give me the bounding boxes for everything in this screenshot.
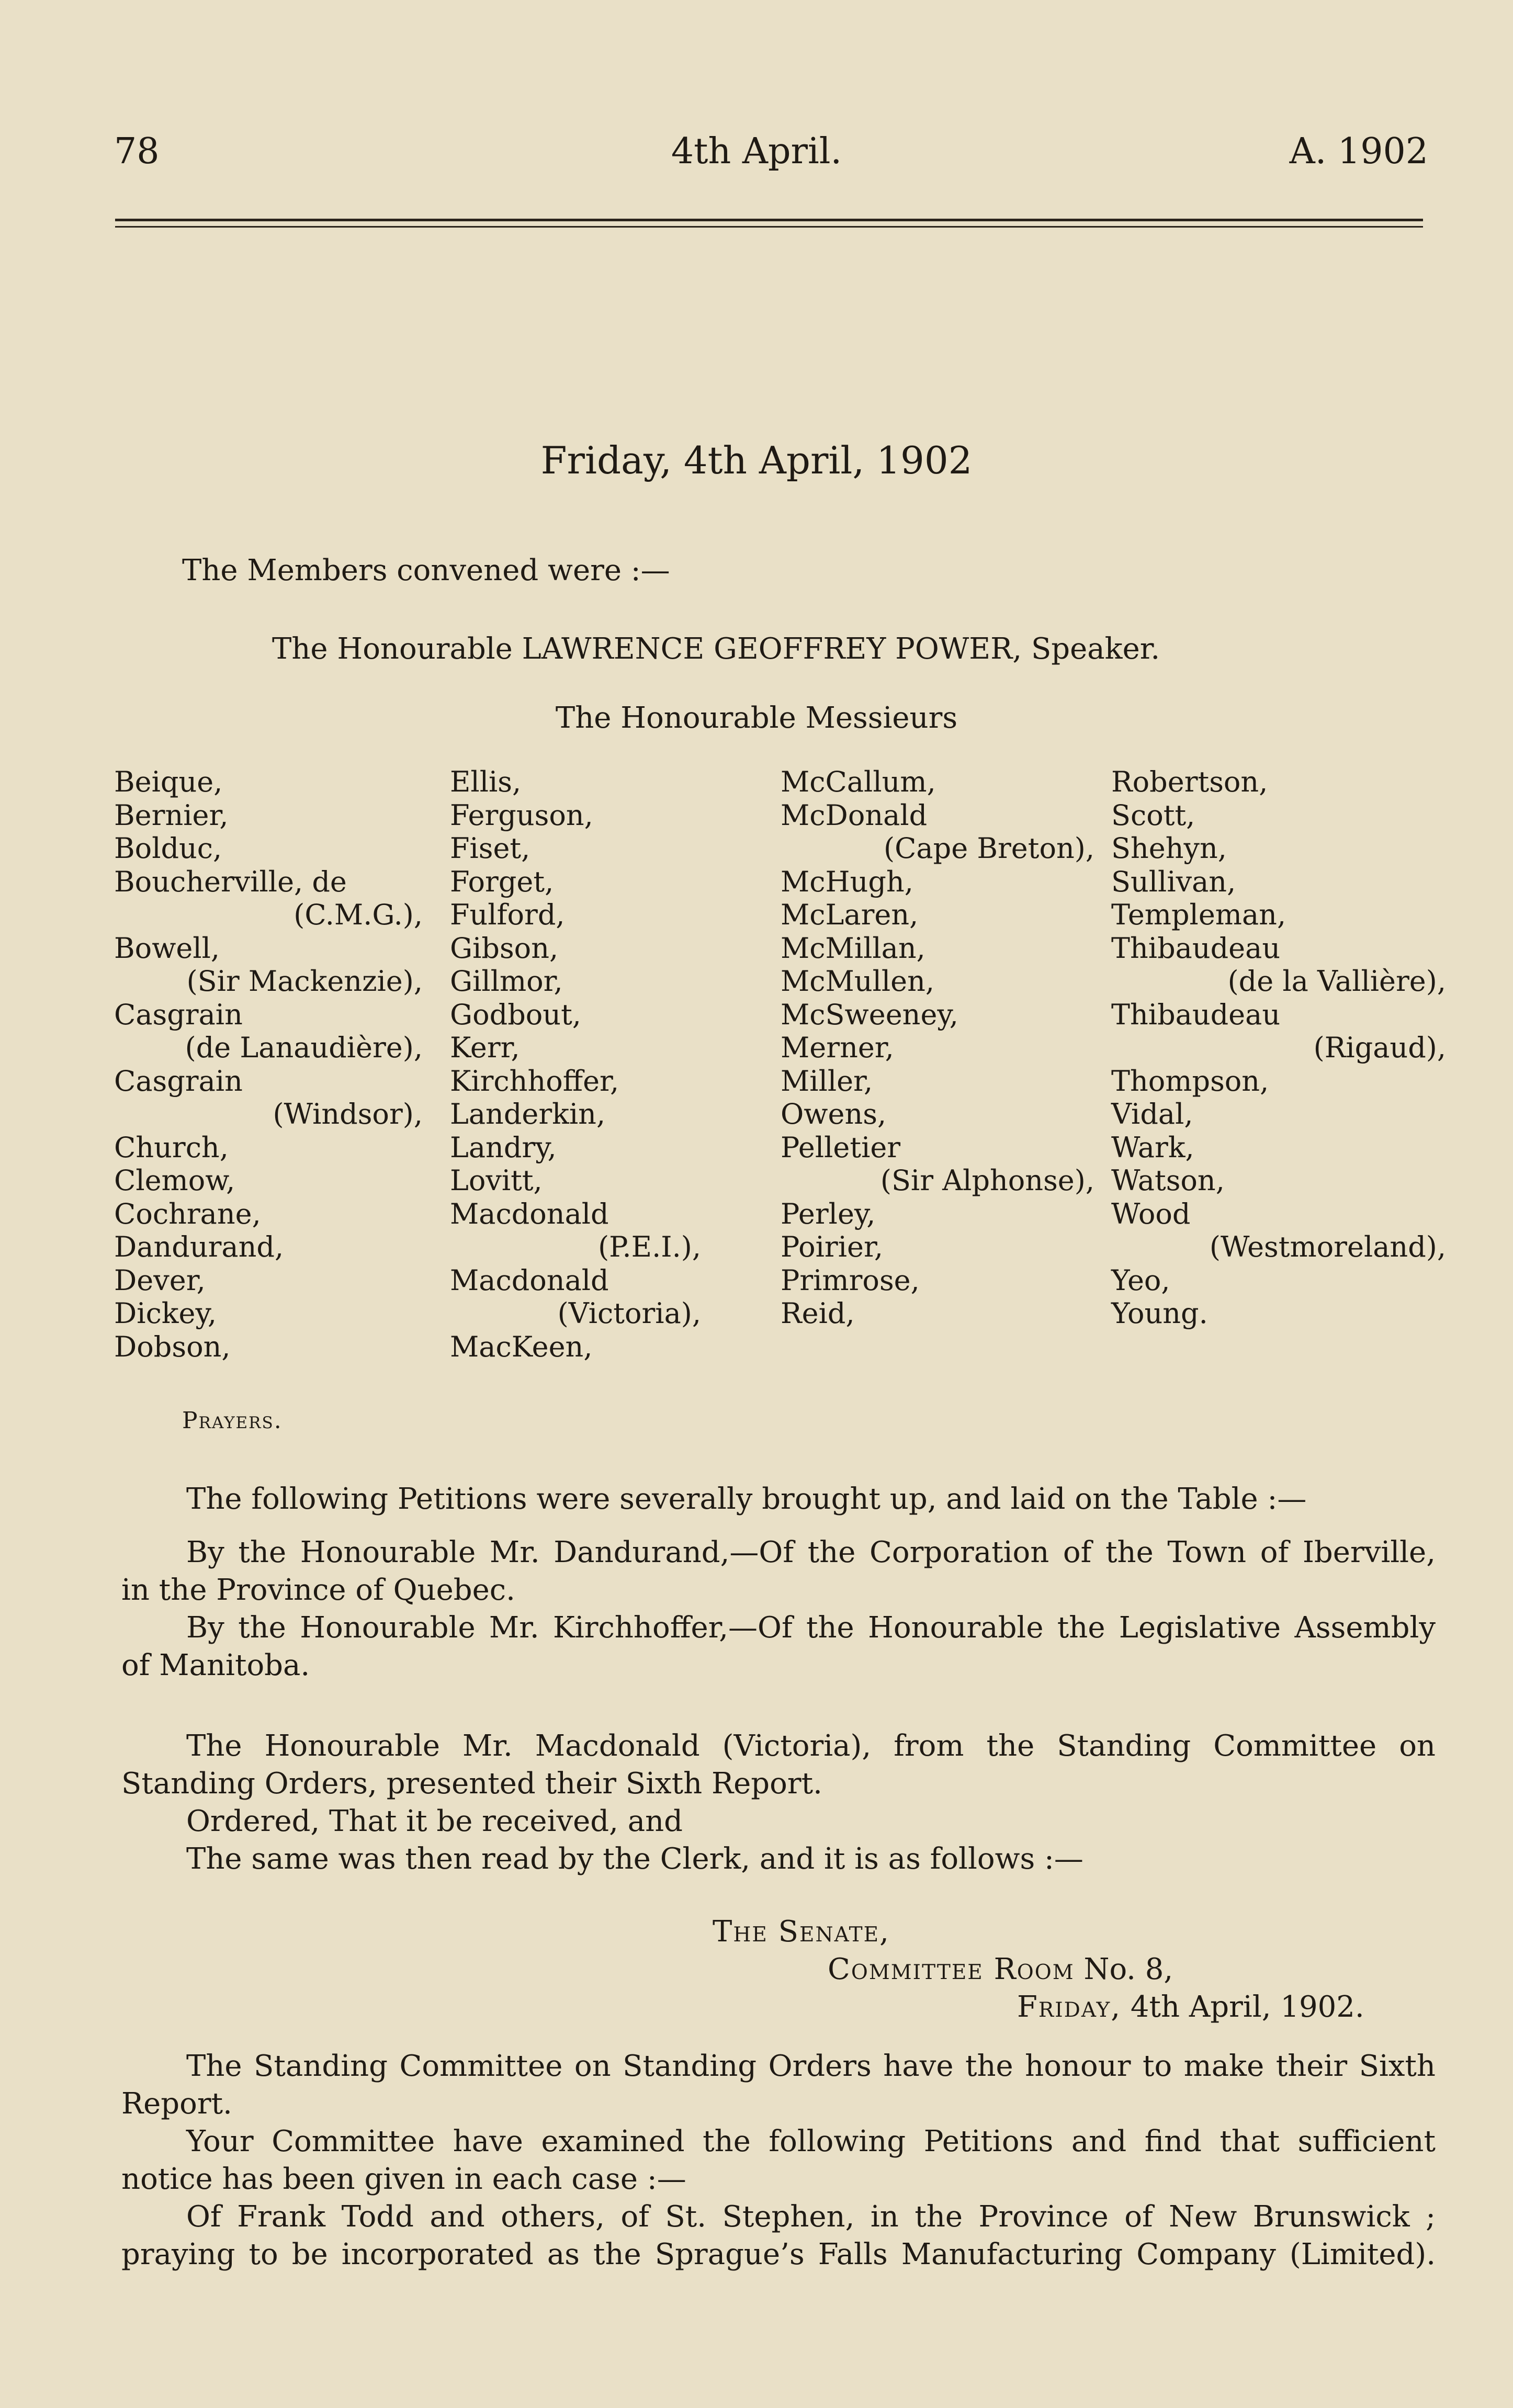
report-room-line: Committee Room No. 8,: [828, 1952, 1173, 1986]
member-name: Primrose,: [781, 1263, 920, 1297]
speaker-line: The Honourable LAWRENCE GEOFFREY POWER, Speaker.: [272, 632, 1160, 666]
member-name: Gibson,: [450, 931, 559, 965]
sitting-date-title: Friday, 4th April, 1902: [540, 438, 973, 482]
member-name: Poirier,: [781, 1230, 884, 1263]
messieurs-heading: The Honourable Messieurs: [555, 701, 958, 735]
member-name: Vidal,: [1111, 1098, 1193, 1130]
member-name: Bernier,: [114, 798, 229, 832]
member-name: Dandurand,: [114, 1230, 284, 1263]
header-rule-thin: [115, 226, 1423, 228]
report-senate-heading: The Senate,: [713, 1915, 890, 1949]
member-name: Ellis,: [450, 765, 522, 798]
member-name: Dickey,: [114, 1297, 217, 1330]
member-name: Shehyn,: [1111, 832, 1227, 865]
report-date-line: Friday, 4th April, 1902.: [1017, 1990, 1364, 2024]
member-name: Forget,: [450, 865, 554, 898]
member-name: Yeo,: [1111, 1263, 1170, 1297]
member-name: Bolduc,: [114, 832, 222, 865]
member-qualifier: (Sir Alphonse),: [880, 1164, 1094, 1197]
member-name: Clemow,: [114, 1164, 235, 1197]
petition-dandurand: By the Honourable Mr. Dandurand,—Of the Corporation of the Town of Iberville, in the Province of Quebec.: [121, 1535, 1436, 1607]
ordered-line: Ordered, That it be received, and: [186, 1804, 683, 1838]
member-name: Wood: [1111, 1197, 1191, 1230]
member-name: Beique,: [114, 765, 223, 798]
members-column-1: [114, 765, 423, 1363]
member-qualifier: (Sir Mackenzie),: [186, 965, 423, 998]
petitions-intro: The following Petitions were severally brought up, and laid on the Table :—: [186, 1482, 1307, 1516]
member-name: Pelletier: [781, 1130, 901, 1164]
member-name: Robertson,: [1111, 765, 1268, 798]
member-name: McCallum,: [781, 765, 936, 798]
member-name: Merner,: [781, 1031, 894, 1064]
member-name: Godbout,: [450, 998, 581, 1031]
member-name: Thompson,: [1111, 1064, 1269, 1098]
member-name: Thibaudeau: [1111, 998, 1281, 1031]
petition-kirchhoffer: By the Honourable Mr. Kirchhoffer,—Of the Honourable the Legislative Assembly of Manitoba.: [121, 1611, 1436, 1682]
running-head-date: 4th April.: [671, 131, 842, 172]
member-name: Macdonald: [450, 1263, 609, 1297]
member-name: McMillan,: [781, 931, 925, 965]
members-column-4: [1111, 765, 1446, 1330]
header-rule: [115, 219, 1423, 221]
member-name: Scott,: [1111, 798, 1195, 832]
page-number: 78: [114, 131, 160, 172]
members-intro: The Members convened were :—: [182, 553, 670, 587]
member-name: Wark,: [1111, 1130, 1194, 1164]
member-name: Fulford,: [450, 898, 565, 931]
member-name: Watson,: [1111, 1164, 1225, 1197]
member-name: McLaren,: [781, 898, 919, 931]
member-name: Kirchhoffer,: [450, 1064, 619, 1098]
member-name: Reid,: [781, 1297, 855, 1330]
member-name: Bowell,: [114, 931, 220, 965]
member-qualifier: (Windsor),: [273, 1098, 423, 1130]
member-name: Landry,: [450, 1130, 557, 1164]
member-name: McMullen,: [781, 965, 935, 998]
member-name: McSweeney,: [781, 998, 958, 1031]
member-name: Ferguson,: [450, 798, 593, 832]
member-name: Perley,: [781, 1197, 876, 1230]
member-name: Church,: [114, 1130, 229, 1164]
member-name: Owens,: [781, 1098, 887, 1130]
member-qualifier: (Westmoreland),: [1209, 1230, 1446, 1263]
member-name: Dever,: [114, 1263, 206, 1297]
member-name: Fiset,: [450, 832, 530, 865]
member-name: Templeman,: [1111, 898, 1286, 931]
member-name: Kerr,: [450, 1031, 520, 1064]
member-qualifier: (de la Vallière),: [1227, 965, 1446, 998]
read-line: The same was then read by the Clerk, and it is as follows :—: [186, 1842, 1083, 1876]
member-qualifier: (Victoria),: [557, 1297, 701, 1330]
member-name: Thibaudeau: [1111, 931, 1281, 965]
member-name: Boucherville, de: [114, 865, 347, 898]
running-head-year: A. 1902: [1289, 131, 1428, 172]
members-column-3: [781, 765, 1094, 1330]
member-name: Cochrane,: [114, 1197, 261, 1230]
prayers-heading: Prayers.: [182, 1407, 283, 1434]
member-name: Landerkin,: [450, 1098, 606, 1130]
member-name: Macdonald: [450, 1197, 609, 1230]
report-body-3: Of Frank Todd and others, of St. Stephen, in the Province of New Brunswick ; praying to be incorporated as the Sprague’s Falls Manufacturing Company (Limited).: [121, 2200, 1436, 2271]
member-name: Lovitt,: [450, 1164, 543, 1197]
committee-report-paragraph: The Honourable Mr. Macdonald (Victoria), from the Standing Committee on Standing Orders, presented their Sixth Report.: [121, 1729, 1436, 1801]
member-qualifier: (P.E.I.),: [598, 1230, 701, 1263]
member-qualifier: (Rigaud),: [1313, 1031, 1446, 1064]
member-name: Miller,: [781, 1064, 873, 1098]
member-name: McHugh,: [781, 865, 913, 898]
report-body-1: The Standing Committee on Standing Orders have the honour to make their Sixth Report.: [121, 2049, 1436, 2121]
member-name: MacKeen,: [450, 1330, 593, 1363]
member-name: Gillmor,: [450, 965, 563, 998]
member-name: Casgrain: [114, 998, 243, 1031]
member-qualifier: (de Lanaudière),: [185, 1031, 423, 1064]
members-column-2: [450, 765, 701, 1363]
member-name: Young.: [1111, 1297, 1208, 1330]
member-qualifier: (Cape Breton),: [884, 832, 1094, 865]
member-name: Casgrain: [114, 1064, 243, 1098]
member-name: McDonald: [781, 798, 928, 832]
member-name: Sullivan,: [1111, 865, 1236, 898]
member-qualifier: (C.M.G.),: [293, 898, 423, 931]
member-name: Dobson,: [114, 1330, 231, 1363]
report-body-2: Your Committee have examined the following Petitions and find that sufficient notice has been given in each case :—: [121, 2124, 1436, 2196]
